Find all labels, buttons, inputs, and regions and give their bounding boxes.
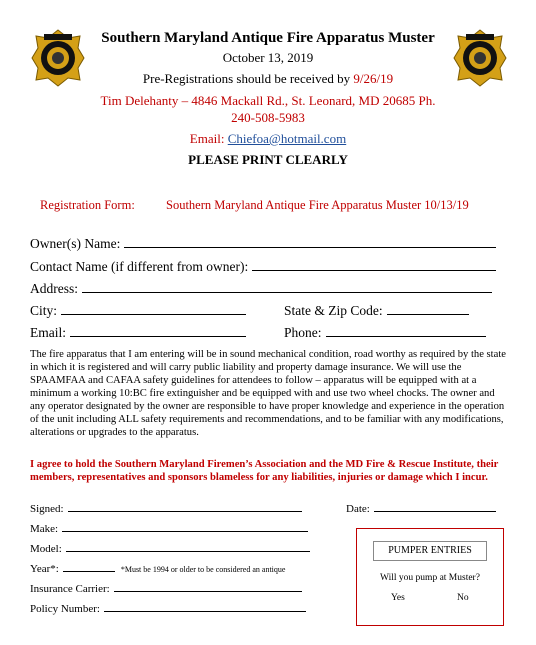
year-note: *Must be 1994 or older to be considered an antique — [120, 565, 286, 574]
print-clearly: PLEASE PRINT CLEARLY — [188, 152, 348, 167]
pump-question: Will you pump at Muster? — [380, 573, 480, 583]
contact-line-1: Tim Delehanty – 4846 Mackall Rd., St. Leonard, MD 20685 Ph. — [100, 93, 436, 108]
state-zip-label: State & Zip Code: — [284, 303, 383, 318]
pump-no-option[interactable]: No — [457, 593, 469, 603]
date-field[interactable] — [346, 503, 496, 515]
event-date: October 13, 2019 — [222, 50, 314, 65]
insurance-label: Insurance Carrier: — [30, 583, 110, 595]
address-field[interactable] — [30, 281, 492, 297]
owner-label: Owner(s) Name: — [30, 236, 121, 251]
date-label: Date: — [346, 503, 370, 515]
contact-field[interactable] — [30, 259, 496, 275]
document-title: Southern Maryland Antique Fire Apparatus Muster — [101, 30, 435, 46]
owner-field[interactable] — [30, 236, 496, 252]
policy-field[interactable] — [30, 603, 306, 615]
email-field-label: Email: — [30, 325, 66, 340]
pump-yes-option[interactable]: Yes — [391, 593, 405, 603]
city-label: City: — [30, 303, 58, 318]
pumper-entries-box — [356, 528, 504, 626]
insurance-field[interactable] — [30, 583, 302, 595]
make-field[interactable] — [30, 523, 308, 535]
state-zip-field[interactable] — [284, 303, 469, 319]
waiver-paragraph: I agree to hold the Southern Maryland Firemen’s Association and the MD Fire & Rescue Institute, their members, representatives and sponsors blameless for any liabilities, injuries or damage which I incur. — [30, 459, 499, 483]
year-field[interactable] — [30, 563, 285, 575]
model-field[interactable] — [30, 543, 310, 555]
registration-label: Registration Form: — [40, 198, 135, 212]
contact-label: Contact Name (if different from owner): — [30, 259, 249, 274]
prereg-date: 9/26/19 — [353, 71, 394, 86]
contact-line-2: 240-508-5983 — [231, 110, 305, 125]
model-label: Model: — [30, 543, 62, 555]
signed-field[interactable] — [30, 503, 302, 515]
make-label: Make: — [30, 523, 59, 535]
email-field[interactable] — [30, 325, 246, 341]
prereg-line — [0, 71, 536, 87]
city-field[interactable] — [30, 303, 246, 319]
pumper-entries-title: PUMPER ENTRIES — [373, 541, 487, 561]
email-link[interactable]: Chiefoa@hotmail.com — [227, 131, 347, 146]
terms-paragraph: The fire apparatus that I am entering will be in sound mechanical condition, road worthy as required by the state in which it is registered and will carry public liability and property damage insurance. We will use the SPAAMFAA and CAFAA safety guidelines for attendees to follow – apparatus will be equipped with at a minimum a working 10:BC fire extinguisher and be equipped with and use two wheel chocks. The owner and any operator designated by the owner are responsible to have proper knowledge and experience in the operation of the unit including ALL safety requirements and recommendations, and to be familiar with any modifications, alterations or upgrades to the apparatus. — [30, 349, 506, 438]
policy-label: Policy Number: — [30, 603, 100, 615]
year-label: Year*: — [30, 563, 59, 575]
phone-field[interactable] — [284, 325, 486, 341]
signed-label: Signed: — [30, 503, 64, 515]
registration-event: Southern Maryland Antique Fire Apparatus Muster 10/13/19 — [166, 198, 469, 212]
address-label: Address: — [30, 281, 78, 296]
email-line — [0, 131, 536, 147]
email-label: Email: — [189, 131, 228, 146]
phone-label: Phone: — [284, 325, 322, 340]
prereg-text: Pre-Registrations should be received by — [142, 71, 354, 86]
